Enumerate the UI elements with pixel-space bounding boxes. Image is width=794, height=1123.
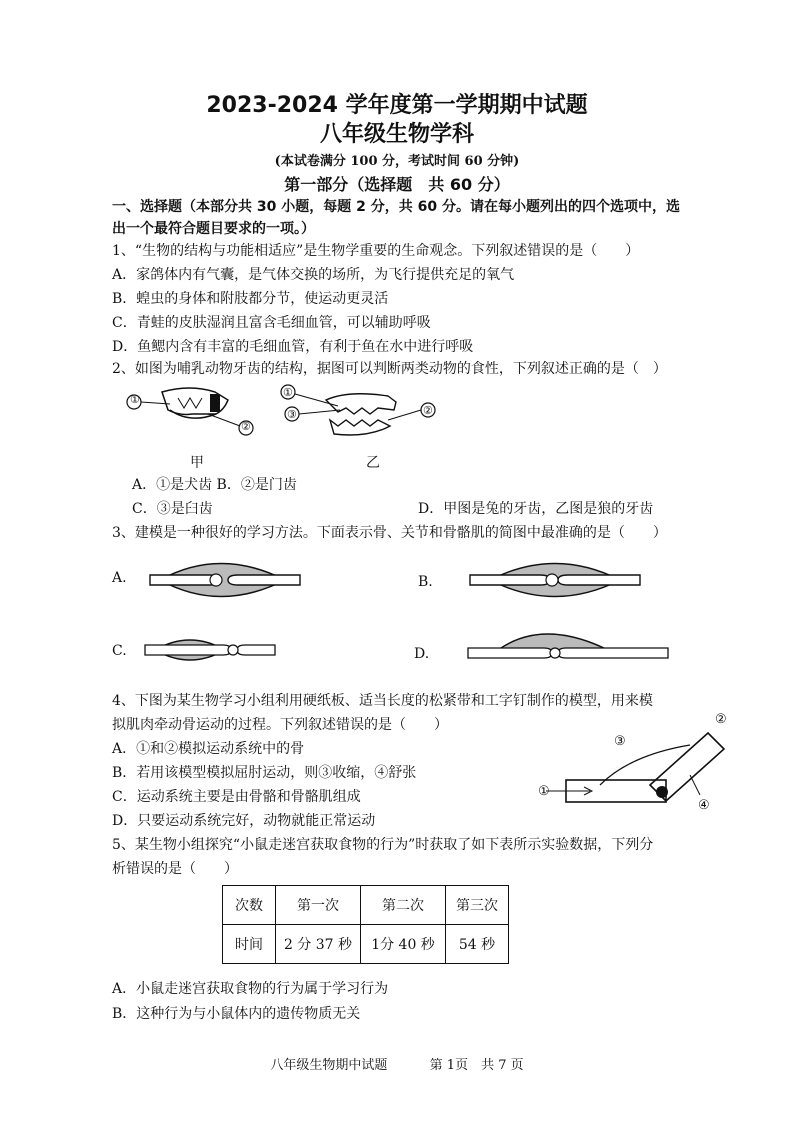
q4-marker-3: ③	[614, 734, 626, 749]
footer-page-number: 第 1页 共 7 页	[429, 1058, 524, 1073]
maze-data-table	[222, 885, 509, 964]
figure-label-jia: 甲	[190, 455, 204, 471]
page-subtitle: 八年级生物学科	[319, 122, 474, 147]
page-title: 2023-2024 学年度第一学期期中试题	[206, 93, 588, 118]
bone-model-b	[470, 553, 640, 607]
q2-marker-1-yi: ①	[283, 386, 293, 399]
q3-option-c: C.	[112, 643, 127, 659]
table-row	[223, 925, 509, 964]
q5-stem-line1: 5、某生物小组探究“小鼠走迷宫获取食物的行为”时获取了如下表所示实验数据，下列分	[112, 837, 654, 853]
q1-stem: 1、“生物的结构与功能相适应”是生物学重要的生命观念。下列叙述错误的是（ ）	[112, 243, 640, 259]
q1-option-a: A．家鸽体内有气囊，是气体交换的场所，为飞行提供充足的氧气	[112, 267, 515, 283]
exam-note: (本试卷满分 100 分，考试时间 60 分钟)	[274, 154, 520, 169]
table-cell: 54 秒	[446, 925, 509, 964]
q2-marker-2-jia: ②	[241, 420, 251, 433]
q5-stem-line2: 析错误的是（ ）	[112, 861, 238, 877]
q4-option-a: A．①和②模拟运动系统中的骨	[112, 741, 305, 757]
part-heading: 第一部分（选择题 共 60 分）	[284, 175, 510, 194]
q4-option-d: D．只要运动系统完好，动物就能正常运动	[112, 813, 376, 829]
q3-option-b: B.	[418, 574, 433, 590]
bone-model-d	[468, 620, 668, 670]
q1-option-c: C．青蛙的皮肤湿润且富含毛细血管，可以辅助呼吸	[112, 315, 431, 331]
muscle-model-figure	[540, 715, 740, 825]
q3-stem: 3、建模是一种很好的学习方法。下面表示骨、关节和骨骼肌的简图中最准确的是（ ）	[112, 525, 667, 541]
q2-marker-3-yi: ③	[287, 408, 297, 421]
page-footer	[0, 1054, 794, 1073]
bone-model-c	[145, 628, 275, 672]
teeth-figure-jia	[120, 380, 270, 450]
q4-stem-line1: 4、下图为某生物学习小组利用硬纸板、适当长度的松紧带和工字钉制作的模型，用来模	[112, 693, 653, 709]
q4-marker-4: ④	[698, 798, 710, 813]
q4-option-c: C．运动系统主要是由骨骼和骨骼肌组成	[112, 789, 361, 805]
q3-option-a: A.	[112, 570, 127, 586]
q4-marker-2: ②	[715, 712, 727, 727]
table-header-cell: 第三次	[446, 886, 509, 925]
table-header-row	[223, 886, 509, 925]
q5-option-a: A．小鼠走迷宫获取食物的行为属于学习行为	[112, 981, 389, 997]
table-cell: 时间	[223, 925, 276, 964]
table-header-cell: 次数	[223, 886, 276, 925]
q2-option-ab: A．①是犬齿 B．②是门齿	[132, 477, 297, 493]
q3-option-d: D.	[414, 646, 430, 662]
q4-stem-line2: 拟肌肉牵动骨运动的过程。下列叙述错误的是（ ）	[112, 717, 448, 733]
table-cell: 1分 40 秒	[361, 925, 446, 964]
table-header-cell: 第二次	[361, 886, 446, 925]
q1-option-b: B．蝗虫的身体和附肢都分节，使运动更灵活	[112, 291, 389, 307]
q5-option-b: B．这种行为与小鼠体内的遗传物质无关	[112, 1006, 361, 1022]
q2-marker-1-jia: ①	[130, 393, 140, 406]
section-instruction-line2: 出一个最符合题目要求的一项。）	[112, 221, 315, 237]
footer-exam-name: 八年级生物期中试题	[270, 1058, 388, 1073]
q2-stem: 2、如图为哺乳动物牙齿的结构，据图可以判断两类动物的食性，下列叙述正确的是（ ）	[112, 361, 667, 377]
q2-option-c: C．③是臼齿	[132, 501, 213, 517]
q1-option-d: D．鱼鳃内含有丰富的毛细血管，有利于鱼在水中进行呼吸	[112, 339, 474, 355]
q2-marker-2-yi: ②	[423, 404, 433, 417]
table-header-cell: 第一次	[276, 886, 361, 925]
table-cell: 2 分 37 秒	[276, 925, 361, 964]
bone-model-a	[150, 553, 310, 607]
figure-label-yi: 乙	[366, 455, 380, 471]
section-instruction-line1: 一、选择题（本部分共 30 小题，每题 2 分，共 60 分。请在每小题列出的四个选项中，选	[112, 199, 680, 215]
q4-option-b: B．若用该模型模拟屈肘运动，则③收缩，④舒张	[112, 765, 417, 781]
q2-option-d: D．甲图是兔的牙齿，乙图是狼的牙齿	[418, 501, 654, 517]
q4-marker-1: ①	[538, 784, 550, 799]
